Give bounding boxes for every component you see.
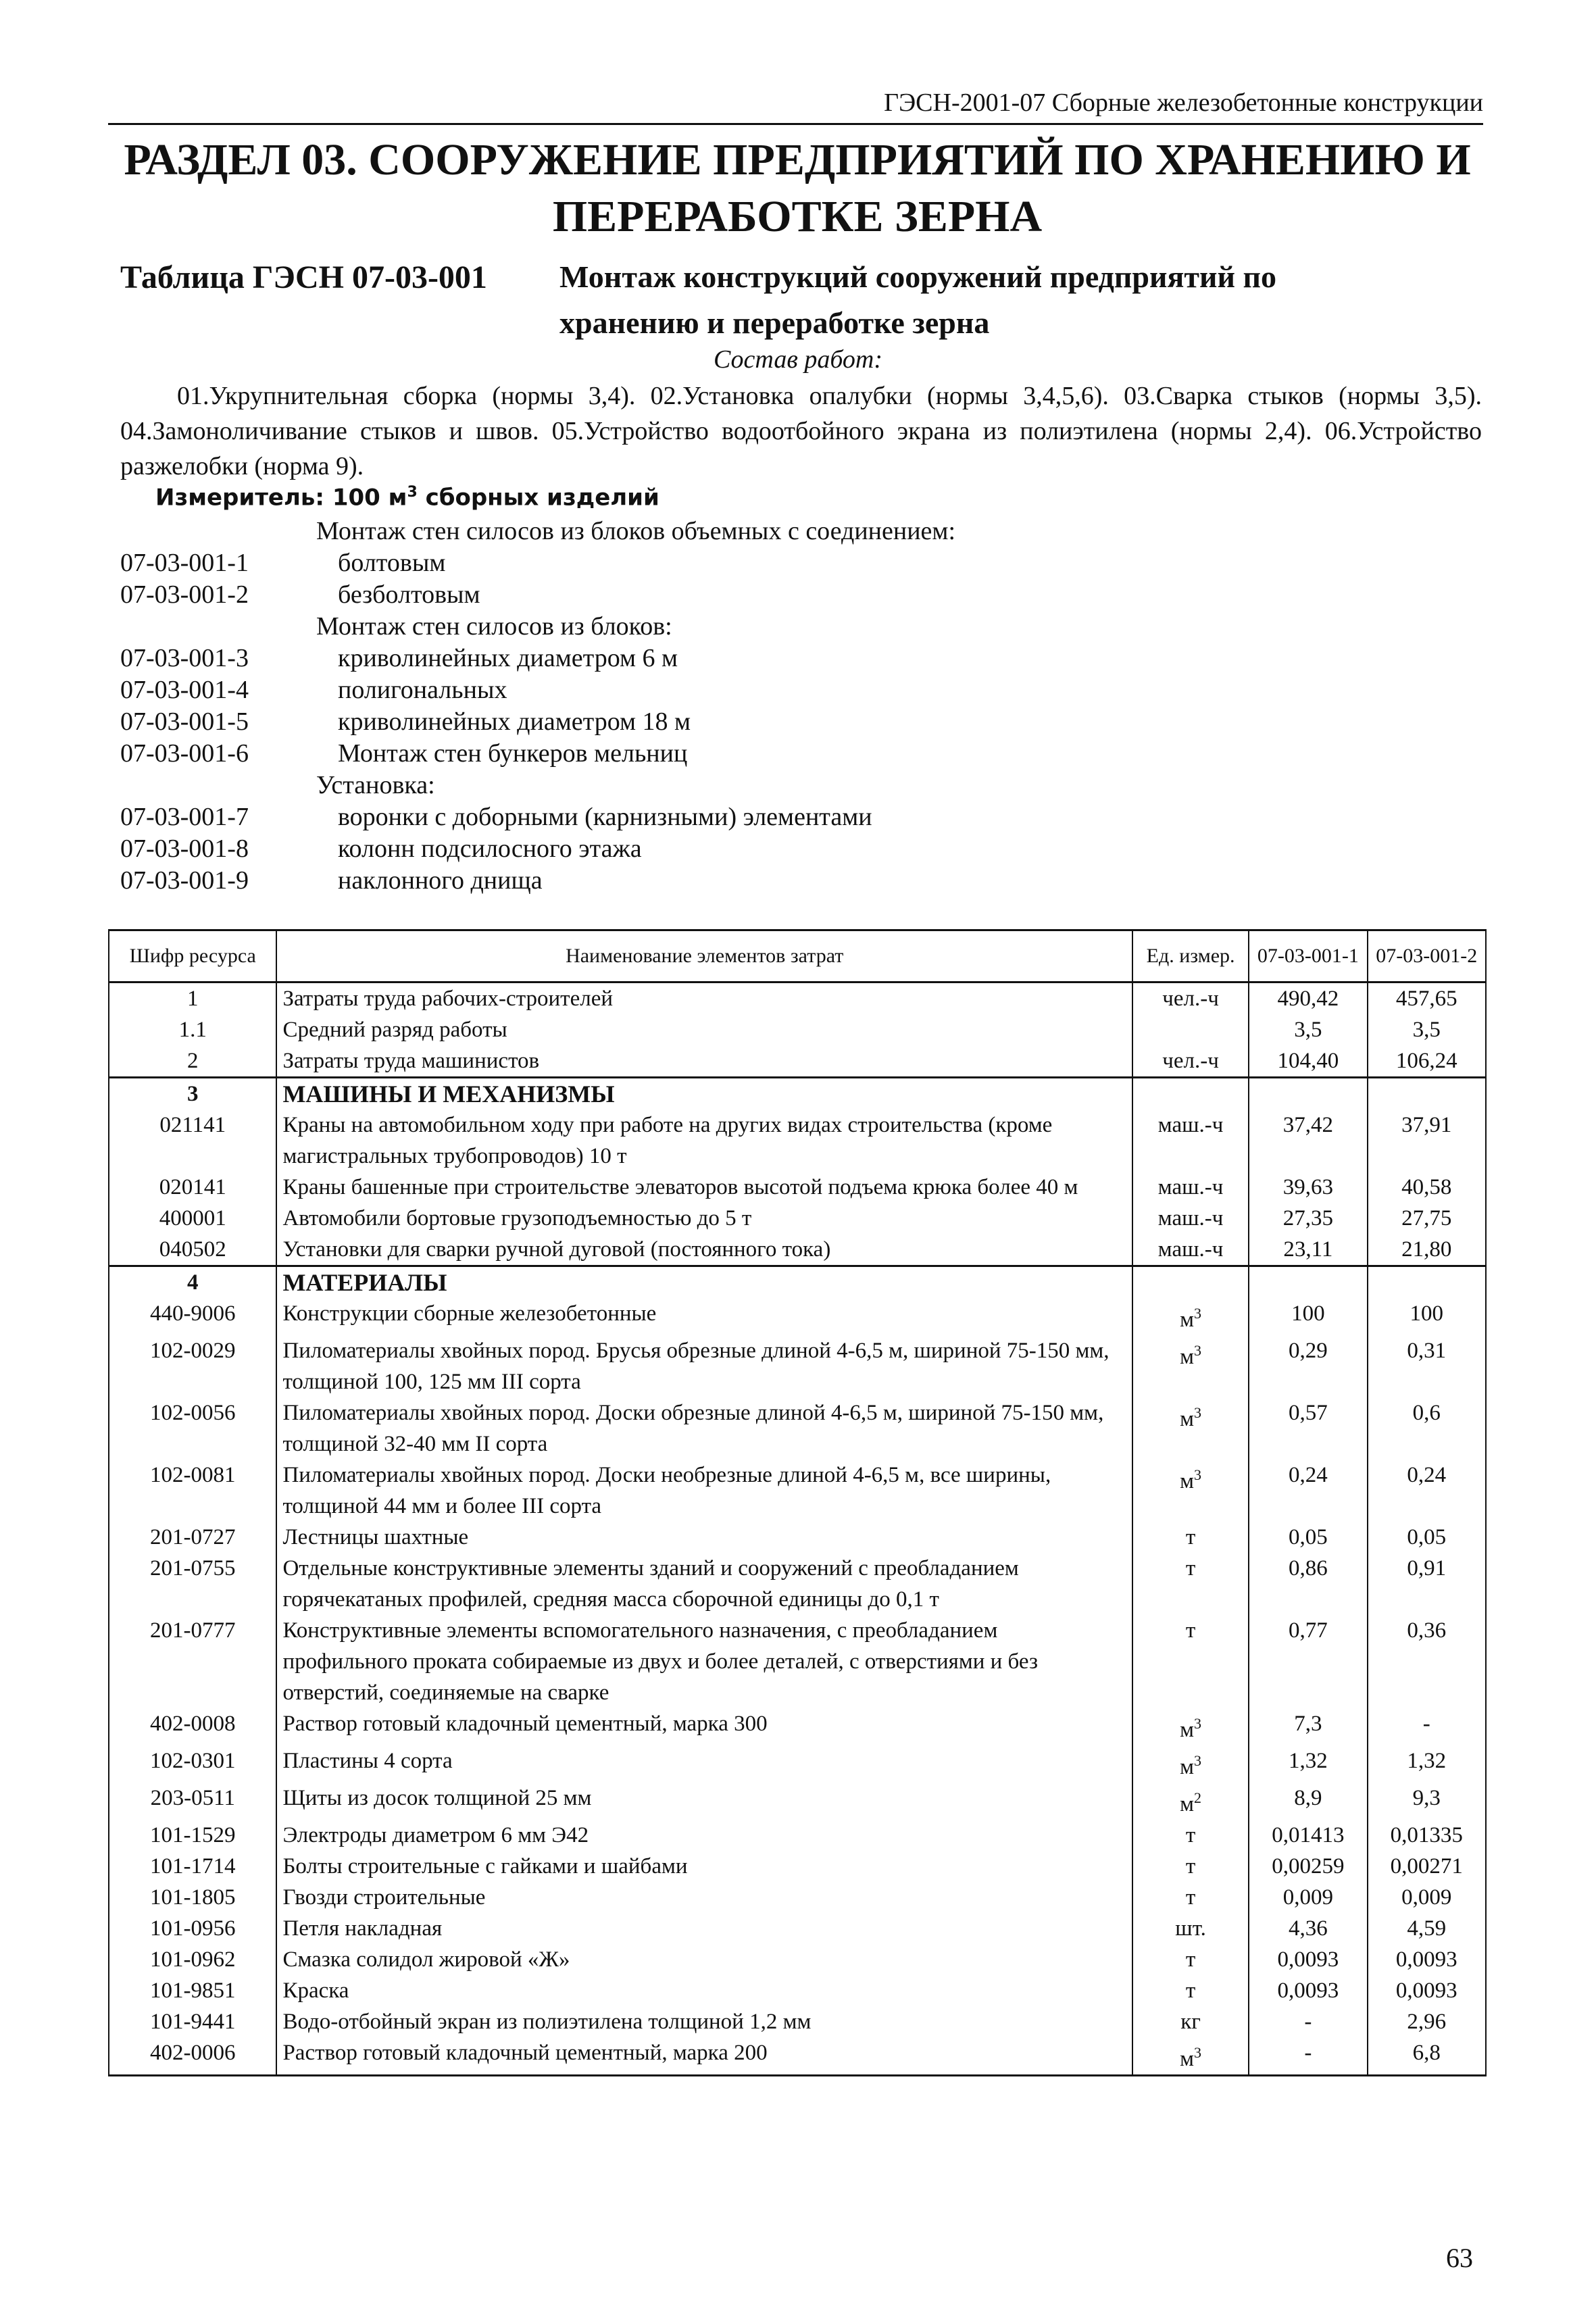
variant-row	[120, 515, 1404, 547]
resource-unit	[1132, 1110, 1249, 1172]
unit-text: т	[1185, 1618, 1196, 1643]
running-header: ГЭСН-2001-07 Сборные железобетонные конструкции	[108, 88, 1483, 125]
work-composition-label: Состав работ:	[713, 345, 883, 374]
unit-power: 3	[1194, 1466, 1202, 1483]
variant-name: воронки с доборными (карнизными) элементами	[338, 802, 872, 831]
value-variant-1	[1249, 1078, 1367, 1110]
unit-text: м	[1180, 1469, 1195, 1493]
variant-row	[120, 832, 1404, 864]
value-variant-2: 4,59	[1368, 1913, 1486, 1944]
resource-name: Пластины 4 сорта	[276, 1745, 1132, 1783]
variant-row	[120, 642, 1404, 674]
header-code: Шифр ресурса	[109, 930, 276, 982]
resource-unit	[1132, 1078, 1249, 1110]
value-variant-2: 0,24	[1368, 1460, 1486, 1522]
unit-text: маш.-ч	[1157, 1113, 1224, 1137]
resource-code: 101-0962	[109, 1944, 276, 1975]
table-row	[109, 1172, 1486, 1203]
resource-code: 101-9441	[109, 2006, 276, 2037]
value-variant-2: 0,01335	[1368, 1820, 1486, 1851]
unit-text: т	[1185, 1823, 1196, 1847]
resource-name: Раствор готовый кладочный цементный, марка 300	[276, 1708, 1132, 1745]
table-row	[109, 1460, 1486, 1522]
resource-unit	[1132, 1975, 1249, 2006]
resource-name: Средний разряд работы	[276, 1014, 1132, 1045]
resource-name: Затраты труда машинистов	[276, 1045, 1132, 1078]
table-row	[109, 2037, 1486, 2076]
variant-name: Установка:	[316, 770, 435, 799]
table-row	[109, 2006, 1486, 2037]
resource-name: Раствор готовый кладочный цементный, марка 200	[276, 2037, 1132, 2076]
unit-power: 3	[1194, 1342, 1202, 1359]
variant-code: 07-03-001-8	[120, 834, 249, 863]
variant-row	[120, 864, 1404, 896]
value-variant-2: -	[1368, 1708, 1486, 1745]
value-variant-1: 3,5	[1249, 1014, 1367, 1045]
value-variant-2	[1368, 1266, 1486, 1299]
resource-name: Краны башенные при строительстве элеваторов высотой подъема крюка более 40 м	[276, 1172, 1132, 1203]
resource-name: Конструкции сборные железобетонные	[276, 1298, 1132, 1335]
value-variant-1	[1249, 1266, 1367, 1299]
table-row	[109, 1078, 1486, 1110]
resource-unit	[1132, 2037, 1249, 2076]
resource-name: Отдельные конструктивные элементы зданий и сооружений с преобладанием горячекатаных профилей, средняя масса сборочной единицы до 0,1 т	[276, 1553, 1132, 1615]
variant-code: 07-03-001-5	[120, 707, 249, 736]
resource-code: 400001	[109, 1203, 276, 1234]
table-row	[109, 1553, 1486, 1615]
unit-text: маш.-ч	[1157, 1237, 1224, 1262]
value-variant-1: 104,40	[1249, 1045, 1367, 1078]
value-variant-1: 37,42	[1249, 1110, 1367, 1172]
resource-code: 021141	[109, 1110, 276, 1172]
resource-unit	[1132, 1882, 1249, 1913]
resource-name: Пиломатериалы хвойных пород. Брусья обрезные длиной 4-6,5 м, шириной 75-150 мм, толщиной 100, 125 мм III сорта	[276, 1335, 1132, 1397]
variant-list	[120, 515, 1404, 896]
variant-row	[120, 547, 1404, 578]
resource-unit	[1132, 1266, 1249, 1299]
value-variant-2: 9,3	[1368, 1783, 1486, 1820]
resource-unit	[1132, 1708, 1249, 1745]
value-variant-1: 0,57	[1249, 1397, 1367, 1460]
resource-unit	[1132, 1397, 1249, 1460]
variant-code: 07-03-001-6	[120, 739, 249, 768]
resource-unit	[1132, 1298, 1249, 1335]
variant-code: 07-03-001-4	[120, 675, 249, 704]
resource-unit	[1132, 1234, 1249, 1266]
variant-name: Монтаж стен бункеров мельниц	[338, 739, 688, 768]
variant-row	[120, 674, 1404, 705]
resource-code: 040502	[109, 1234, 276, 1266]
resource-code: 402-0008	[109, 1708, 276, 1745]
header-name: Наименование элементов затрат	[276, 930, 1132, 982]
variant-row	[120, 578, 1404, 610]
variant-name: криволинейных диаметром 6 м	[338, 643, 678, 672]
resource-code: 402-0006	[109, 2037, 276, 2076]
unit-power: 2	[1194, 1789, 1202, 1806]
value-variant-2: 2,96	[1368, 2006, 1486, 2037]
value-variant-2: 6,8	[1368, 2037, 1486, 2076]
resource-code: 101-9851	[109, 1975, 276, 2006]
unit-text: кг	[1180, 2010, 1201, 2034]
resource-name: МАШИНЫ И МЕХАНИЗМЫ	[276, 1078, 1132, 1110]
value-variant-1: -	[1249, 2037, 1367, 2076]
value-variant-1: 7,3	[1249, 1708, 1367, 1745]
value-variant-2: 40,58	[1368, 1172, 1486, 1203]
resource-name: Краска	[276, 1975, 1132, 2006]
table-row	[109, 1522, 1486, 1553]
value-variant-1: 0,0093	[1249, 1944, 1367, 1975]
resource-code: 201-0777	[109, 1615, 276, 1708]
table-row	[109, 1851, 1486, 1882]
value-variant-1: -	[1249, 2006, 1367, 2037]
unit-text: маш.-ч	[1157, 1206, 1224, 1230]
value-variant-2: 457,65	[1368, 982, 1486, 1015]
variant-row	[120, 610, 1404, 642]
resource-unit	[1132, 1553, 1249, 1615]
table-row	[109, 1234, 1486, 1266]
value-variant-2: 0,0093	[1368, 1975, 1486, 2006]
table-title: Монтаж конструкций сооружений предприятий по хранению и переработке зерна	[559, 259, 1277, 340]
unit-text: чел.-ч	[1162, 987, 1219, 1011]
variant-code: 07-03-001-9	[120, 866, 249, 895]
unit-text: маш.-ч	[1157, 1175, 1224, 1199]
resource-code: 1.1	[109, 1014, 276, 1045]
resource-table	[108, 929, 1487, 2076]
resource-code: 101-1805	[109, 1882, 276, 1913]
resource-name: Краны на автомобильном ходу при работе на других видах строительства (кроме магистральных трубопроводов) 10 т	[276, 1110, 1132, 1172]
value-variant-2: 0,0093	[1368, 1944, 1486, 1975]
value-variant-1: 0,77	[1249, 1615, 1367, 1708]
variant-name: Монтаж стен силосов из блоков объемных с соединением:	[316, 516, 956, 545]
unit-power: 3	[1194, 1715, 1202, 1732]
value-variant-2: 37,91	[1368, 1110, 1486, 1172]
value-variant-2: 3,5	[1368, 1014, 1486, 1045]
value-variant-1: 0,009	[1249, 1882, 1367, 1913]
value-variant-1: 4,36	[1249, 1913, 1367, 1944]
table-row	[109, 1913, 1486, 1944]
unit-text: чел.-ч	[1162, 1049, 1219, 1073]
unit-power: 3	[1194, 2044, 1202, 2061]
table-row	[109, 1745, 1486, 1783]
work-composition-text: 01.Укрупнительная сборка (нормы 3,4). 02.Установка опалубки (нормы 3,4,5,6). 03.Сварка стыков (нормы 3,5). 04.Замоноличивание стыков и швов. 05.Устройство водоотбойного экрана из полиэтилена (нормы 2,4). 06.Устройство разжелобки (норма 9).	[120, 382, 1482, 480]
resource-name: Водо-отбойный экран из полиэтилена толщиной 1,2 мм	[276, 2006, 1132, 2037]
unit-power: 3	[1194, 1404, 1202, 1421]
unit-text: м	[1180, 1345, 1195, 1369]
resource-code: 2	[109, 1045, 276, 1078]
table-body	[109, 982, 1486, 2076]
value-variant-1: 39,63	[1249, 1172, 1367, 1203]
table-row	[109, 1045, 1486, 1078]
resource-unit	[1132, 982, 1249, 1015]
table-header-row	[109, 930, 1486, 982]
value-variant-2: 0,6	[1368, 1397, 1486, 1460]
variant-row	[120, 705, 1404, 737]
variant-name: наклонного днища	[338, 866, 543, 895]
value-variant-2	[1368, 1078, 1486, 1110]
header-unit: Ед. измер.	[1132, 930, 1249, 982]
value-variant-2: 1,32	[1368, 1745, 1486, 1783]
unit-text: т	[1185, 1525, 1196, 1549]
unit-text: т	[1185, 1947, 1196, 1972]
resource-code: 101-0956	[109, 1913, 276, 1944]
table-row	[109, 1397, 1486, 1460]
value-variant-2: 0,31	[1368, 1335, 1486, 1397]
table-row	[109, 1014, 1486, 1045]
resource-name: Петля накладная	[276, 1913, 1132, 1944]
measure-suffix: сборных изделий	[417, 484, 659, 512]
variant-code: 07-03-001-2	[120, 580, 249, 609]
variant-row	[120, 737, 1404, 769]
value-variant-1: 0,01413	[1249, 1820, 1367, 1851]
value-variant-2: 0,36	[1368, 1615, 1486, 1708]
variant-code: 07-03-001-7	[120, 802, 249, 831]
resource-unit	[1132, 1944, 1249, 1975]
variant-name: Монтаж стен силосов из блоков:	[316, 612, 672, 641]
resource-unit	[1132, 1745, 1249, 1783]
resource-code: 102-0029	[109, 1335, 276, 1397]
variant-name: безболтовым	[338, 580, 480, 609]
variant-name: болтовым	[338, 548, 446, 577]
measure-label: Измеритель: 100 м	[155, 484, 407, 512]
resource-unit	[1132, 1203, 1249, 1234]
resource-unit	[1132, 2006, 1249, 2037]
resource-code: 440-9006	[109, 1298, 276, 1335]
resource-unit	[1132, 1913, 1249, 1944]
value-variant-2: 27,75	[1368, 1203, 1486, 1234]
page-number: 63	[1446, 2243, 1473, 2273]
unit-text: м	[1180, 1407, 1195, 1431]
table-row	[109, 1615, 1486, 1708]
resource-unit	[1132, 1460, 1249, 1522]
resource-unit	[1132, 1783, 1249, 1820]
resource-code: 1	[109, 982, 276, 1015]
resource-code: 102-0056	[109, 1397, 276, 1460]
resource-unit	[1132, 1522, 1249, 1553]
resource-unit	[1132, 1335, 1249, 1397]
variant-row	[120, 801, 1404, 832]
value-variant-1: 8,9	[1249, 1783, 1367, 1820]
resource-name: Установки для сварки ручной дуговой (постоянного тока)	[276, 1234, 1132, 1266]
table-code: Таблица ГЭСН 07-03-001	[120, 259, 487, 295]
value-variant-2: 100	[1368, 1298, 1486, 1335]
table-row	[109, 1820, 1486, 1851]
table-row	[109, 982, 1486, 1015]
measure-power: 3	[407, 484, 418, 501]
value-variant-1: 27,35	[1249, 1203, 1367, 1234]
value-variant-1: 23,11	[1249, 1234, 1367, 1266]
table-row	[109, 1335, 1486, 1397]
value-variant-1: 100	[1249, 1298, 1367, 1335]
measure-unit	[155, 484, 659, 511]
table-row	[109, 1783, 1486, 1820]
resource-name: Гвозди строительные	[276, 1882, 1132, 1913]
value-variant-2: 106,24	[1368, 1045, 1486, 1078]
value-variant-2: 0,00271	[1368, 1851, 1486, 1882]
resource-unit	[1132, 1172, 1249, 1203]
table-row	[109, 1944, 1486, 1975]
variant-code: 07-03-001-3	[120, 643, 249, 672]
resource-name: МАТЕРИАЛЫ	[276, 1266, 1132, 1299]
resource-code: 020141	[109, 1172, 276, 1203]
resource-code: 102-0301	[109, 1745, 276, 1783]
value-variant-1: 0,00259	[1249, 1851, 1367, 1882]
variant-row	[120, 769, 1404, 801]
resource-name: Автомобили бортовые грузоподъемностью до 5 т	[276, 1203, 1132, 1234]
resource-code: 4	[109, 1266, 276, 1299]
value-variant-1: 0,24	[1249, 1460, 1367, 1522]
table-row	[109, 1110, 1486, 1172]
resource-code: 101-1529	[109, 1820, 276, 1851]
resource-code: 201-0755	[109, 1553, 276, 1615]
unit-power: 3	[1194, 1305, 1202, 1322]
table-row	[109, 1882, 1486, 1913]
resource-code: 3	[109, 1078, 276, 1110]
value-variant-2: 21,80	[1368, 1234, 1486, 1266]
resource-unit	[1132, 1045, 1249, 1078]
resource-name: Затраты труда рабочих-строителей	[276, 982, 1132, 1015]
table-row	[109, 1266, 1486, 1299]
resource-name: Электроды диаметром 6 мм Э42	[276, 1820, 1132, 1851]
unit-text: м	[1180, 1755, 1195, 1779]
table-row	[109, 1203, 1486, 1234]
value-variant-2: 0,05	[1368, 1522, 1486, 1553]
resource-unit	[1132, 1851, 1249, 1882]
unit-power: 3	[1194, 1752, 1202, 1769]
value-variant-2: 0,009	[1368, 1882, 1486, 1913]
value-variant-1: 0,0093	[1249, 1975, 1367, 2006]
variant-code: 07-03-001-1	[120, 548, 249, 577]
header-variant-2: 07-03-001-2	[1368, 930, 1486, 982]
unit-text: т	[1185, 1885, 1196, 1910]
variant-name: полигональных	[338, 675, 507, 704]
section-title: РАЗДЕЛ 03. СООРУЖЕНИЕ ПРЕДПРИЯТИЙ ПО ХРАНЕНИЮ И ПЕРЕРАБОТКЕ ЗЕРНА	[124, 135, 1471, 241]
resource-unit	[1132, 1820, 1249, 1851]
resource-code: 201-0727	[109, 1522, 276, 1553]
header-variant-1: 07-03-001-1	[1249, 930, 1367, 982]
resource-name: Болты строительные с гайками и шайбами	[276, 1851, 1132, 1882]
resource-code: 203-0511	[109, 1783, 276, 1820]
value-variant-1: 1,32	[1249, 1745, 1367, 1783]
value-variant-1: 490,42	[1249, 982, 1367, 1015]
resource-name: Пиломатериалы хвойных пород. Доски необрезные длиной 4-6,5 м, все ширины, толщиной 44 мм и более III сорта	[276, 1460, 1132, 1522]
unit-text: т	[1185, 1556, 1196, 1580]
value-variant-1: 0,29	[1249, 1335, 1367, 1397]
unit-text: т	[1185, 1978, 1196, 2003]
table-row	[109, 1975, 1486, 2006]
value-variant-2: 0,91	[1368, 1553, 1486, 1615]
unit-text: м	[1180, 1792, 1195, 1816]
resource-unit	[1132, 1014, 1249, 1045]
resource-name: Лестницы шахтные	[276, 1522, 1132, 1553]
resource-unit	[1132, 1615, 1249, 1708]
unit-text: м	[1180, 1718, 1195, 1742]
resource-code: 102-0081	[109, 1460, 276, 1522]
table-row	[109, 1298, 1486, 1335]
table-row	[109, 1708, 1486, 1745]
resource-name: Смазка солидол жировой «Ж»	[276, 1944, 1132, 1975]
unit-text: м	[1180, 2047, 1195, 2071]
resource-name: Пиломатериалы хвойных пород. Доски обрезные длиной 4-6,5 м, шириной 75-150 мм, толщиной 32-40 мм II сорта	[276, 1397, 1132, 1460]
unit-text: т	[1185, 1854, 1196, 1878]
resource-name: Конструктивные элементы вспомогательного назначения, с преобладанием профильного проката собираемые из двух и более деталей, с отверстиями и без отверстий, соединяемые на сварке	[276, 1615, 1132, 1708]
variant-name: криволинейных диаметром 18 м	[338, 707, 691, 736]
variant-name: колонн подсилосного этажа	[338, 834, 642, 863]
resource-code: 101-1714	[109, 1851, 276, 1882]
unit-text: шт.	[1175, 1916, 1206, 1941]
value-variant-1: 0,86	[1249, 1553, 1367, 1615]
value-variant-1: 0,05	[1249, 1522, 1367, 1553]
unit-text: м	[1180, 1308, 1195, 1332]
resource-name: Щиты из досок толщиной 25 мм	[276, 1783, 1132, 1820]
